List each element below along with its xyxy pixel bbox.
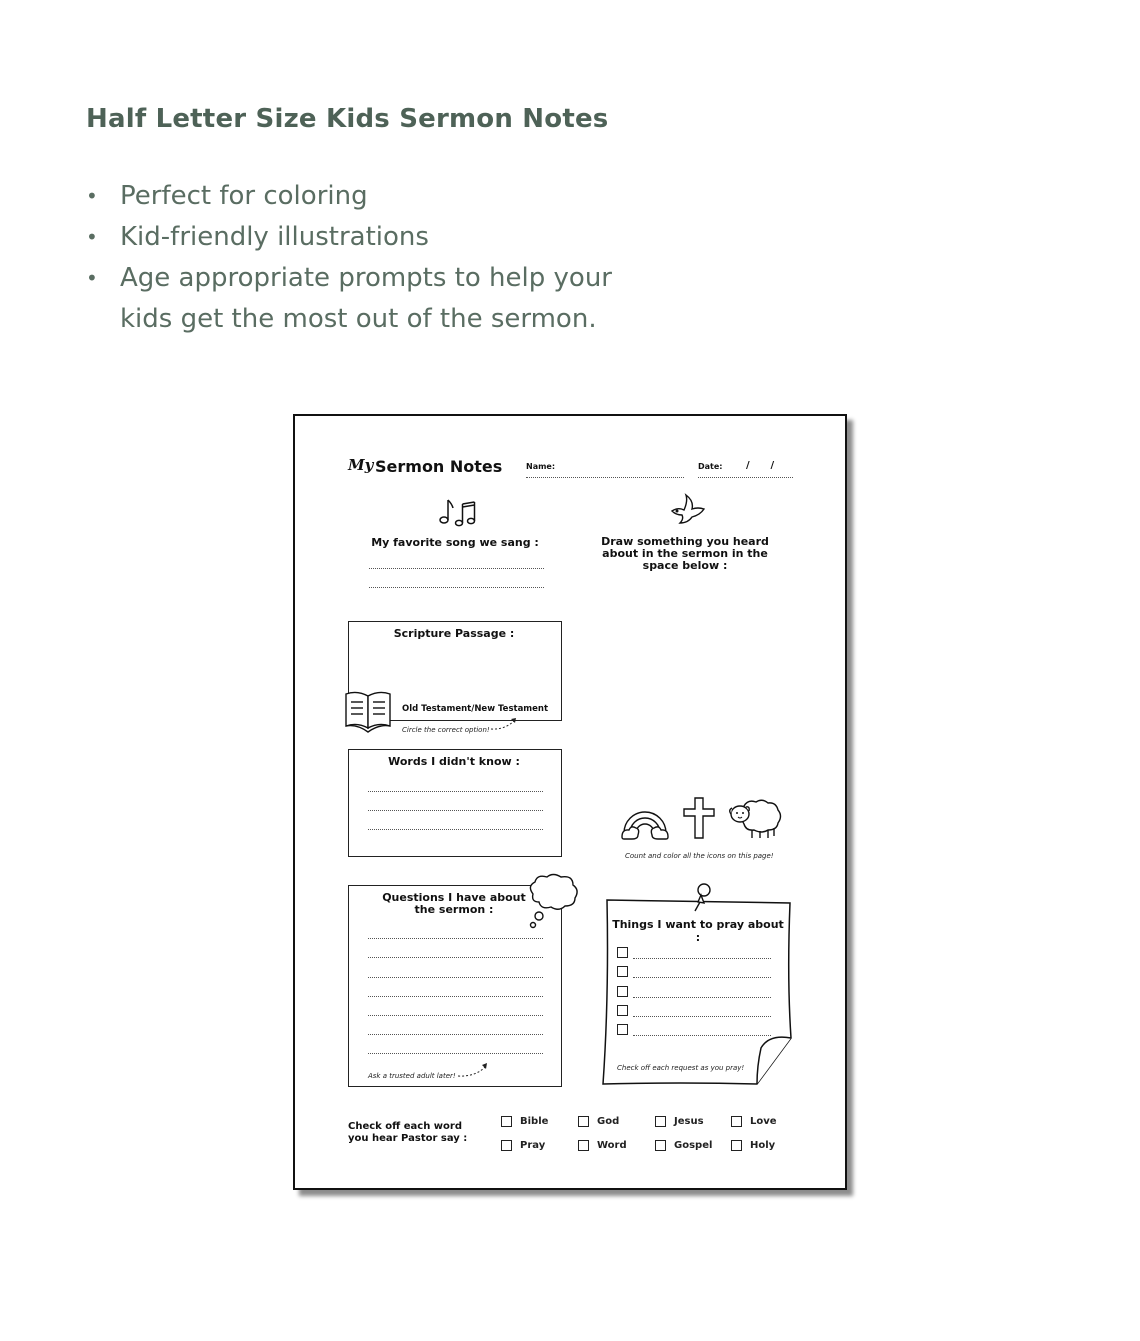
- pray-checkbox[interactable]: [617, 966, 628, 977]
- pray-line[interactable]: [633, 1035, 771, 1036]
- open-bible-icon: [343, 688, 393, 736]
- word-checkbox-jesus[interactable]: [655, 1116, 666, 1127]
- word-checkbox-holy[interactable]: [731, 1140, 742, 1151]
- word-checkbox-love[interactable]: [731, 1116, 742, 1127]
- pray-line[interactable]: [633, 977, 771, 978]
- question-line[interactable]: [368, 996, 543, 997]
- song-line[interactable]: [369, 568, 544, 569]
- arrow-icon: [489, 716, 519, 732]
- song-label: My favorite song we sang :: [371, 536, 539, 549]
- page-heading: Half Letter Size Kids Sermon Notes: [86, 104, 609, 134]
- sermon-notes-sheet: [293, 414, 847, 1190]
- word-label: Gospel: [674, 1140, 713, 1151]
- pray-note: Check off each request as you pray!: [617, 1064, 745, 1072]
- word-checkbox-god[interactable]: [578, 1116, 589, 1127]
- pray-checkbox[interactable]: [617, 986, 628, 997]
- count-note: Count and color all the icons on this page!: [625, 852, 774, 860]
- words-line[interactable]: [368, 829, 543, 830]
- word-checkbox-bible[interactable]: [501, 1116, 512, 1127]
- feature-item: • Kid-friendly illustrations: [86, 222, 429, 252]
- pray-checkbox[interactable]: [617, 1024, 628, 1035]
- word-checkbox-pray[interactable]: [501, 1140, 512, 1151]
- word-checkbox-word[interactable]: [578, 1140, 589, 1151]
- pray-line[interactable]: [633, 958, 771, 959]
- rainbow-icon: [620, 799, 670, 841]
- arrow-icon: [456, 1061, 490, 1079]
- word-checkbox-gospel[interactable]: [655, 1140, 666, 1151]
- cross-icon: [682, 796, 716, 840]
- question-line[interactable]: [368, 1015, 543, 1016]
- title-my: My: [348, 456, 374, 474]
- music-notes-icon: [438, 496, 478, 528]
- word-label: Word: [597, 1140, 627, 1151]
- ask-note: Ask a trusted adult later!: [368, 1072, 456, 1080]
- questions-label: Questions I have about the sermon :: [382, 891, 526, 916]
- words-label: Words I didn't know :: [388, 755, 520, 768]
- pushpin-icon: [690, 882, 714, 914]
- question-line[interactable]: [368, 977, 543, 978]
- words-line[interactable]: [368, 791, 543, 792]
- pray-line[interactable]: [633, 997, 771, 998]
- word-label: Love: [750, 1116, 777, 1127]
- pray-label: Things I want to pray about :: [612, 918, 784, 944]
- word-label: Holy: [750, 1140, 776, 1151]
- name-line[interactable]: [526, 477, 684, 478]
- date-separators: / /: [746, 460, 775, 471]
- circle-note: Circle the correct option!: [402, 726, 490, 734]
- date-line[interactable]: [698, 477, 793, 478]
- testament-label[interactable]: Old Testament/New Testament: [402, 704, 549, 714]
- pray-checkbox[interactable]: [617, 947, 628, 958]
- word-label: Pray: [520, 1140, 546, 1151]
- words-line[interactable]: [368, 810, 543, 811]
- question-line[interactable]: [368, 938, 543, 939]
- scripture-label: Scripture Passage :: [393, 627, 515, 640]
- checkoff-label: Check off each word you hear Pastor say :: [348, 1121, 468, 1144]
- word-label: Bible: [520, 1116, 549, 1127]
- question-line[interactable]: [368, 957, 543, 958]
- question-line[interactable]: [368, 1034, 543, 1035]
- draw-label: Draw something you heard about in the sermon in the space below :: [601, 535, 769, 572]
- pray-checkbox[interactable]: [617, 1005, 628, 1016]
- feature-item: • Age appropriate prompts to help your kids get the most out of the sermon.: [86, 263, 612, 334]
- dove-icon: [668, 493, 708, 527]
- song-line[interactable]: [369, 587, 544, 588]
- pray-line[interactable]: [633, 1016, 771, 1017]
- thought-cloud-icon: [525, 872, 581, 930]
- question-line[interactable]: [368, 1053, 543, 1054]
- date-label: Date:: [698, 462, 723, 471]
- feature-item: • Perfect for coloring: [86, 181, 368, 211]
- sheep-icon: [728, 796, 784, 840]
- name-label: Name:: [526, 462, 556, 471]
- feature-list: [86, 176, 640, 340]
- sheet-title: Sermon Notes: [375, 457, 503, 476]
- word-label: Jesus: [674, 1116, 704, 1127]
- word-label: God: [597, 1116, 620, 1127]
